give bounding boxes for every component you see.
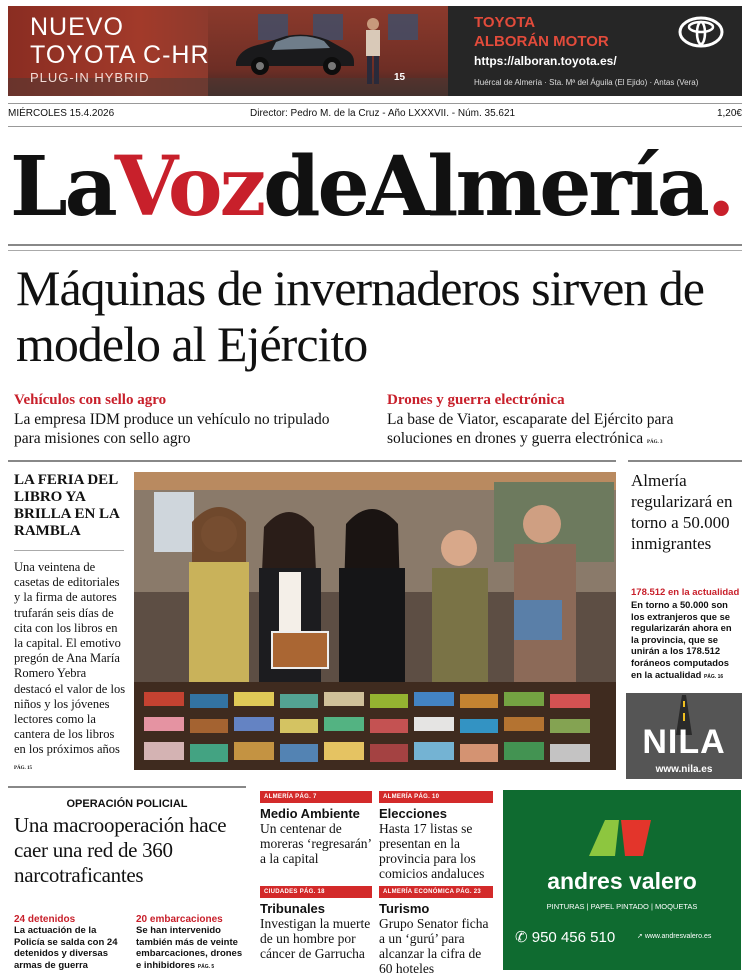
brief-title: Elecciones bbox=[379, 806, 447, 821]
brief-elecciones[interactable] bbox=[379, 791, 493, 881]
masthead[interactable] bbox=[0, 139, 750, 235]
warranty-badge: 15 bbox=[394, 72, 406, 83]
ad-brand-line2: ALBORÁN MOTOR bbox=[474, 33, 609, 50]
nila-ad[interactable] bbox=[626, 693, 742, 779]
valero-phone[interactable]: ✆ 950 456 510 bbox=[515, 929, 616, 946]
newspaper-title: LaVozdeAlmería. bbox=[10, 139, 733, 235]
edition-price: 1,20€ bbox=[716, 108, 742, 119]
brief-tag: ALMERÍA PÁG. 10 bbox=[379, 791, 493, 803]
ad-url[interactable]: https://alboran.toyota.es/ bbox=[474, 54, 617, 68]
date-bar bbox=[8, 103, 742, 127]
valero-brand: andres valero bbox=[547, 868, 697, 894]
brief-tag: ALMERÍA ECONÓMICA PÁG. 23 bbox=[379, 886, 493, 898]
brief-text: Investigan la muerte de un hombre por cáncer de Garrucha bbox=[260, 916, 371, 961]
brief-text: Un centenar de moreras ‘regresarán’ a la capital bbox=[260, 821, 372, 866]
valero-tagline: PINTURAS | PAPEL PINTADO | MOQUETAS bbox=[546, 902, 698, 911]
brief-text: Grupo Senator ficha a un ‘gurú’ para alcanzar la cifra de 60 hoteles bbox=[379, 916, 489, 976]
divider bbox=[14, 550, 124, 551]
divider bbox=[8, 244, 742, 246]
police-headline[interactable]: Una macrooperación hace caer una red de 360 narcotraficantes bbox=[14, 813, 227, 887]
divider bbox=[8, 460, 616, 462]
ad-brand-line1: TOYOTA bbox=[474, 14, 536, 31]
page-ref: PÁG. 5 bbox=[197, 963, 215, 970]
lead-left-text[interactable]: La empresa IDM produce un vehículo no tripulado para misiones con sello agro bbox=[14, 411, 330, 447]
police-kicker-2: 20 embarcaciones bbox=[136, 914, 223, 925]
police-kicker-1: 24 detenidos bbox=[14, 914, 76, 925]
lead-left-kicker: Vehículos con sello agro bbox=[14, 392, 167, 408]
person-image bbox=[361, 16, 385, 86]
brief-text: Hasta 17 listas se presentan en la provincia para los comicios andaluces bbox=[379, 821, 485, 881]
toyota-logo-icon bbox=[678, 16, 724, 48]
valero-url[interactable]: ➚ www.andresvalero.es bbox=[637, 933, 712, 940]
right-kicker: 178.512 en la actualidad bbox=[631, 587, 740, 598]
page-ref: PÁG. 15 bbox=[14, 765, 33, 771]
divider bbox=[8, 786, 246, 788]
edition-info: Director: Pedro M. de la Cruz - Año LXXXVII. - Núm. 35.621 bbox=[250, 108, 516, 119]
brief-tribunales[interactable] bbox=[260, 886, 372, 961]
lead-headline[interactable]: Máquinas de invernaderos sirven de modelo al Ejército bbox=[16, 260, 704, 372]
ad-model-line3: PLUG-IN HYBRID bbox=[30, 70, 150, 85]
feria-text: Una veintena de casetas de editoriales y la firma de autores trufarán seis días de cita con los libros en la capital. El emotivo pregón de Ana María Romero Yebra destacó el valor de los niños y los jóvenes lectores como la cantera de los libros en los próximos años PÁG. 15 bbox=[14, 560, 126, 771]
toyota-ad-left bbox=[8, 6, 448, 96]
top-advertisement[interactable] bbox=[8, 6, 742, 96]
andres-valero-ad[interactable] bbox=[503, 790, 741, 970]
nila-url[interactable]: www.nila.es bbox=[655, 764, 713, 775]
ad-model-line1: NUEVO bbox=[30, 13, 124, 41]
nila-brand: NILA bbox=[642, 723, 726, 761]
feria-headline[interactable]: LA FERIA DEL LIBRO YA BRILLA EN LA RAMBLA bbox=[14, 472, 120, 539]
lead-right-kicker: Drones y guerra electrónica bbox=[387, 392, 565, 408]
ad-locations: Huércal de Almería · Sta. Mª del Águila (El Ejido) · Antas (Vera) bbox=[474, 78, 699, 87]
police-text-2: Se han intervenido también más de veinte embarcaciones, drones e inhibidores PÁG. 5 bbox=[136, 925, 243, 971]
police-text-1: La actuación de la Policía se salda con 24 detenidos y diversas armas de guerra bbox=[14, 925, 118, 971]
divider bbox=[8, 250, 742, 251]
brief-tag: ALMERÍA PÁG. 7 bbox=[260, 791, 372, 803]
cursor-icon: ➚ bbox=[637, 933, 645, 940]
divider bbox=[628, 460, 742, 462]
brief-title: Turismo bbox=[379, 901, 430, 916]
brief-title: Tribunales bbox=[260, 901, 326, 916]
brief-tag: CIUDADES PÁG. 18 bbox=[260, 886, 372, 898]
ad-model-line2: TOYOTA C-HR bbox=[30, 41, 210, 69]
right-text: En torno a 50.000 son los extranjeros que se regularizarán ahora en la provincia, que se unirán a los 178.512 foráneos computados en la actualidad PÁG. 16 bbox=[631, 599, 732, 680]
brief-medio-ambiente[interactable] bbox=[260, 791, 372, 866]
brief-turismo[interactable] bbox=[379, 886, 493, 976]
car-image bbox=[228, 26, 358, 76]
page-ref: PÁG. 16 bbox=[703, 673, 724, 680]
page-ref: PÁG. 3 bbox=[646, 440, 663, 445]
right-headline[interactable]: Almería regularizará en torno a 50.000 inmigrantes bbox=[631, 471, 733, 553]
brief-title: Medio Ambiente bbox=[260, 806, 360, 821]
lead-right-text[interactable]: La base de Viator, escaparate del Ejército para soluciones en drones y guerra electrónica PÁG. 3 bbox=[387, 411, 674, 447]
edition-date: MIÉRCOLES 15.4.2026 bbox=[8, 108, 115, 119]
toyota-ad-right bbox=[448, 6, 742, 96]
police-section: OPERACIÓN POLICIAL bbox=[66, 798, 188, 810]
paint-roller-icon bbox=[585, 816, 659, 862]
feria-photo[interactable] bbox=[134, 472, 616, 770]
phone-icon: ✆ bbox=[515, 929, 532, 946]
